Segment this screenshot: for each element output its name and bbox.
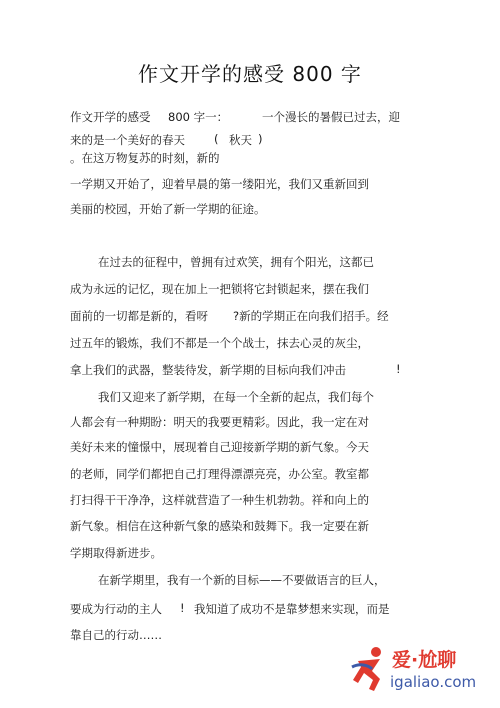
text-line: 作文开学的感受	[70, 110, 151, 124]
brand-url: igaliao.com	[390, 673, 477, 691]
text-line: ?新的学期正在向我们招手。经	[233, 309, 389, 323]
text-line: 在新学期里，我有一个新的目标——不要做语言的巨人，	[98, 573, 386, 587]
text-line: 新气象。相信在这种新气象的感染和鼓舞下。我一定要在新	[70, 519, 369, 533]
text-line: 学期取得新进步。	[70, 546, 162, 560]
text-line: 我知道了成功不是靠梦想来实现，而是	[194, 602, 390, 616]
text-line: !	[180, 601, 185, 615]
text-line: )	[258, 132, 263, 146]
text-line: 的老师，同学们都把自己打理得漂漂亮亮，办公室。教室都	[70, 467, 369, 481]
text-line: 来的是一个美好的春天	[70, 133, 185, 147]
text-line: 面前的一切都是新的，看呀	[70, 309, 208, 323]
text-line: 打扫得干干净净，这样就营造了一种生机勃勃。祥和向上的	[70, 493, 369, 507]
brand-name: 爱·尬聊	[392, 649, 457, 671]
text-line: 800 字一：	[168, 110, 229, 124]
text-line: (	[214, 132, 219, 146]
text-line: 。在这万物复苏的时刻，新的	[70, 151, 220, 165]
text-line: !	[396, 362, 401, 376]
text-line: 过五年的锻炼，我们不都是一个个战士，抹去心灵的灰尘，	[70, 336, 369, 350]
text-line: 靠自己的行动……	[70, 628, 162, 642]
text-line: 我们又迎来了新学期，在每一个全新的起点，我们每个	[98, 390, 374, 404]
text-line: 成为永远的记忆，现在加上一把锁将它封锁起来，摆在我们	[70, 282, 369, 296]
text-line: 人都会有一种期盼：明天的我要更精彩。因此，我一定在对	[70, 415, 369, 429]
text-line: 美好未来的憧憬中，展现着自己迎接新学期的新气象。今天	[70, 440, 369, 454]
text-line: 拿上我们的武器，整装待发，新学期的目标向我们冲击	[70, 363, 346, 377]
text-line: 美丽的校园，开始了新一学期的征途。	[70, 202, 266, 216]
text-line: 一学期又开始了，迎着早晨的第一缕阳光，我们又重新回到	[70, 177, 369, 191]
watermark-logo	[350, 643, 495, 697]
text-line: 秋天	[229, 133, 252, 147]
text-line: 在过去的征程中，曾拥有过欢笑，拥有个阳光，这都已	[98, 255, 374, 269]
text-line: 一个漫长的暑假已过去，迎	[262, 110, 400, 124]
running-person-icon	[350, 645, 390, 695]
document-title: 作文开学的感受 800 字	[138, 62, 362, 86]
text-line: 要成为行动的主人	[70, 602, 162, 616]
